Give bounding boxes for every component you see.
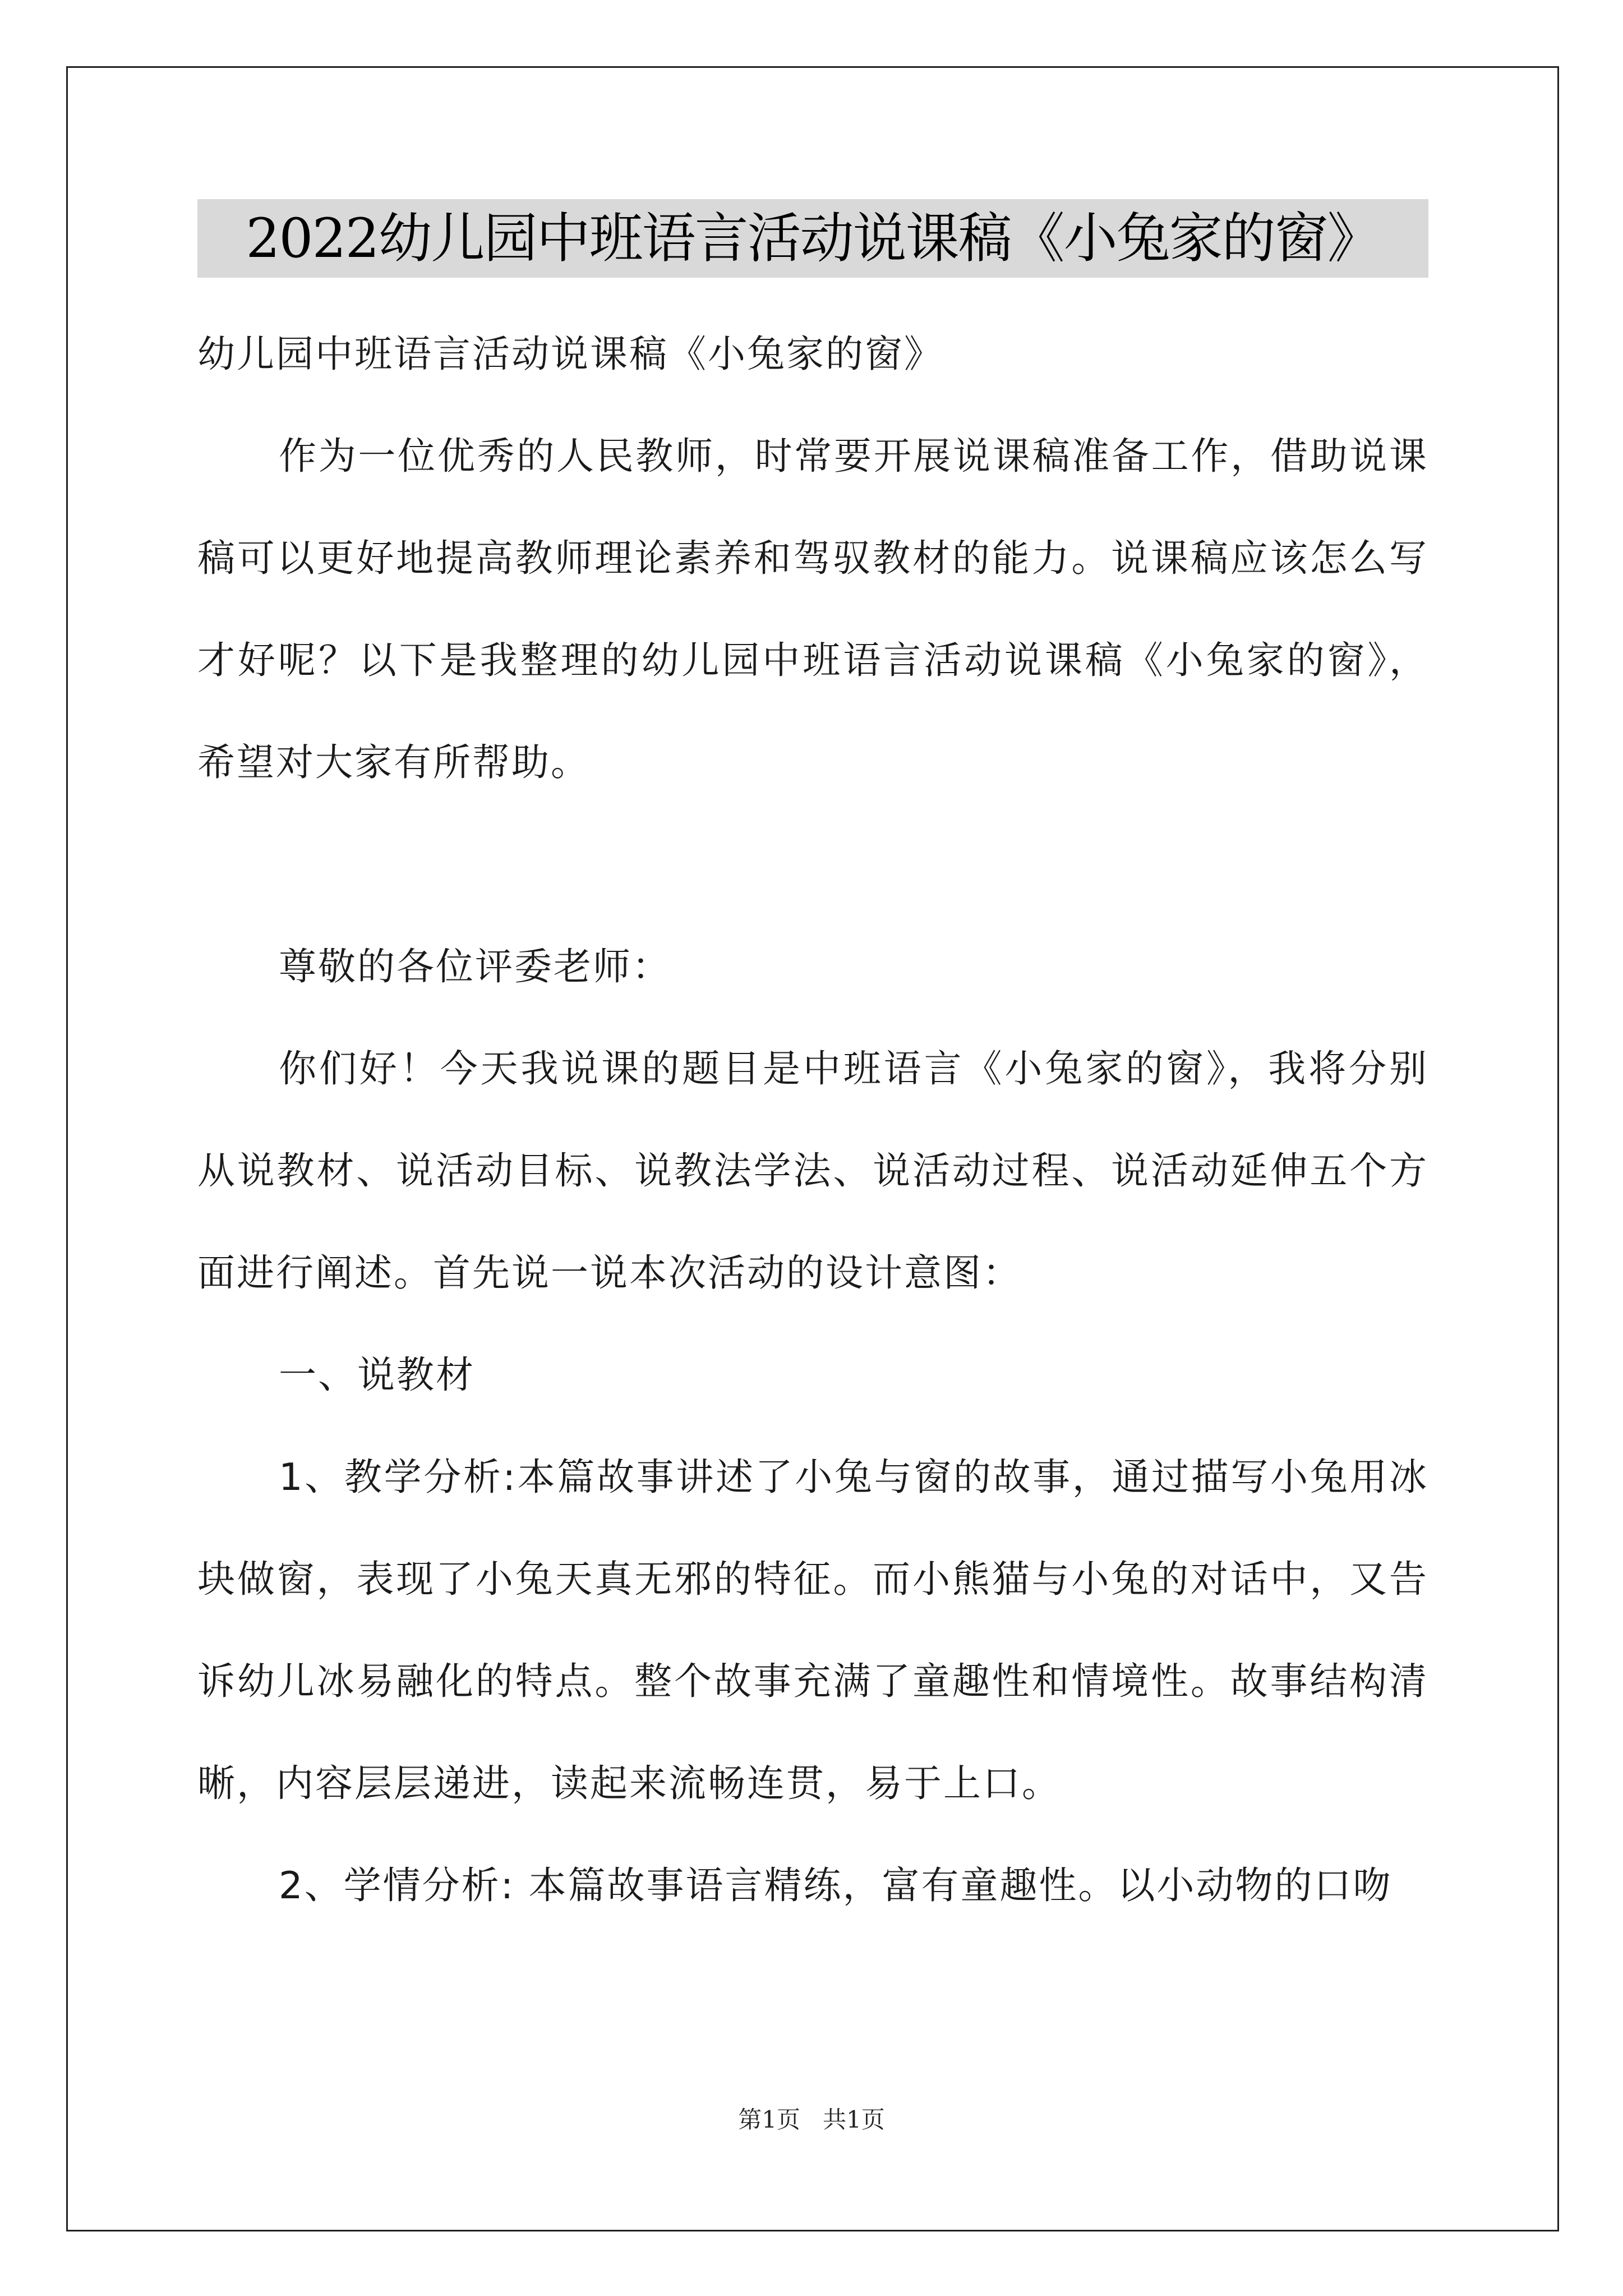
learning-analysis-paragraph: 2、学情分析: 本篇故事语言精练，富有童趣性。以小动物的口吻 [279,1864,1393,1907]
page-footer [0,2101,1623,2135]
opening-paragraph: 你们好！今天我说课的题目是中班语言《小兔家的窗》，我将分别从说教材、说活动目标、说教法学法、说活动过程、说活动延伸五个方面进行阐述。首先说一说本次活动的设计意图： [197,1047,1428,1295]
title-highlight [197,199,1428,278]
blank-line [197,813,1428,915]
page-number: 第1页 [738,2106,800,2133]
section-heading-one: 一、说教材 [279,1353,475,1397]
teaching-analysis-paragraph: 1、教学分析:本篇故事讲述了小兔与窗的故事，通过描写小兔用冰块做窗，表现了小兔天真无邪的特征。而小熊猫与小兔的对话中，又告诉幼儿冰易融化的特点。整个故事充满了童趣性和情境性。故事结构清晰，内容层层递进，读起来流畅连贯，易于上口。 [197,1455,1428,1805]
total-pages: 共1页 [823,2106,885,2133]
intro-paragraph: 作为一位优秀的人民教师，时常要开展说课稿准备工作，借助说课稿可以更好地提高教师理论素养和驾驭教材的能力。说课稿应该怎么写才好呢？以下是我整理的幼儿园中班语言活动说课稿《小兔家的窗》，希望对大家有所帮助。 [197,434,1428,784]
document-title: 2022幼儿园中班语言活动说课稿《小兔家的窗》 [246,207,1380,270]
document-body [197,303,1428,1936]
greeting-paragraph: 尊敬的各位评委老师： [279,945,671,988]
document-subtitle: 幼儿园中班语言活动说课稿《小兔家的窗》 [197,332,943,376]
